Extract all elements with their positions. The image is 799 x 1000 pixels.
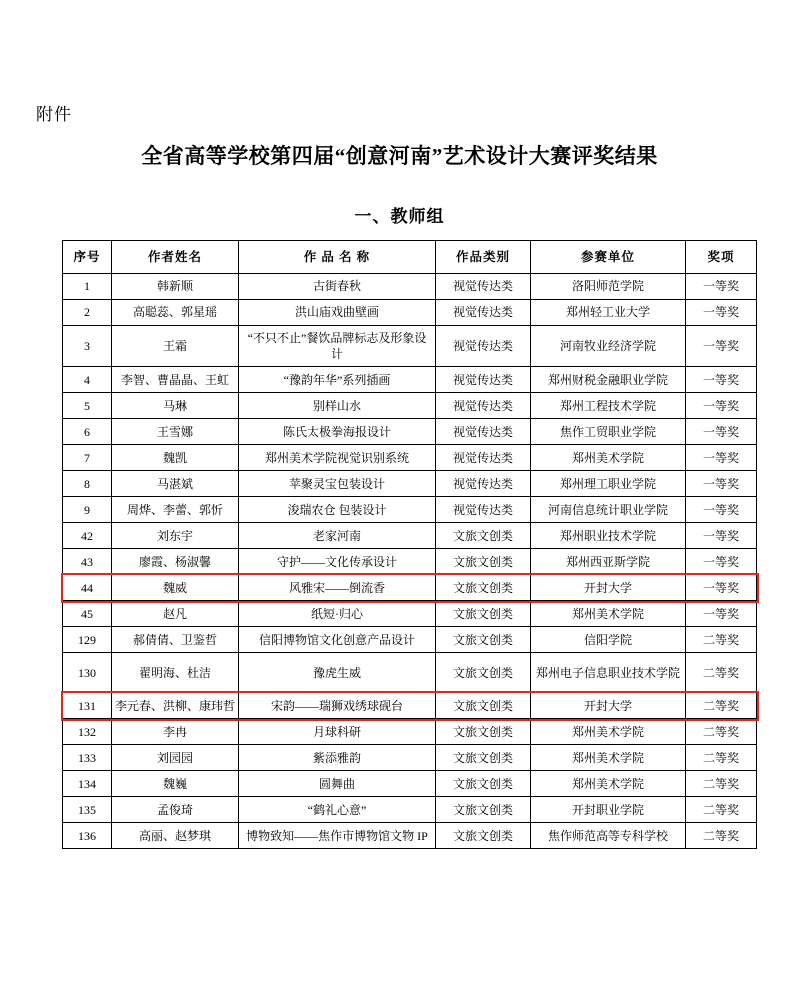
cell-award: 一等奖 xyxy=(686,497,757,523)
cell-award: 一等奖 xyxy=(686,274,757,300)
table-row xyxy=(63,601,757,627)
table-row xyxy=(63,274,757,300)
cell-no: 135 xyxy=(63,797,112,823)
cell-no: 131 xyxy=(63,693,112,719)
cell-category: 文旅文创类 xyxy=(436,745,531,771)
cell-award: 一等奖 xyxy=(686,419,757,445)
header-work: 作 品 名 称 xyxy=(239,241,436,274)
cell-unit: 郑州职业技术学院 xyxy=(531,523,686,549)
table-row xyxy=(63,627,757,653)
cell-unit: 郑州电子信息职业技术学院 xyxy=(531,653,686,693)
table-row xyxy=(63,326,757,367)
cell-no: 1 xyxy=(63,274,112,300)
cell-no: 42 xyxy=(63,523,112,549)
cell-no: 129 xyxy=(63,627,112,653)
cell-work: 纸短·归心 xyxy=(239,601,436,627)
cell-no: 136 xyxy=(63,823,112,849)
cell-award: 二等奖 xyxy=(686,797,757,823)
table-row xyxy=(63,300,757,326)
cell-unit: 洛阳师范学院 xyxy=(531,274,686,300)
cell-work: 守护——文化传承设计 xyxy=(239,549,436,575)
cell-award: 二等奖 xyxy=(686,719,757,745)
cell-award: 一等奖 xyxy=(686,393,757,419)
cell-work: 宋韵——瑞狮戏绣球砚台 xyxy=(239,693,436,719)
cell-no: 134 xyxy=(63,771,112,797)
table-row xyxy=(63,445,757,471)
table-row xyxy=(63,797,757,823)
cell-author: 赵凡 xyxy=(112,601,239,627)
cell-author: 李冉 xyxy=(112,719,239,745)
page-title: 全省高等学校第四届“创意河南”艺术设计大赛评奖结果 xyxy=(141,144,658,168)
cell-category: 文旅文创类 xyxy=(436,797,531,823)
cell-category: 文旅文创类 xyxy=(436,575,531,601)
cell-no: 130 xyxy=(63,653,112,693)
cell-award: 一等奖 xyxy=(686,601,757,627)
cell-unit: 开封大学 xyxy=(531,693,686,719)
table-row xyxy=(63,471,757,497)
cell-unit: 郑州美术学院 xyxy=(531,445,686,471)
cell-no: 3 xyxy=(63,326,112,367)
cell-author: 高聪蕊、郭星瑶 xyxy=(112,300,239,326)
cell-category: 文旅文创类 xyxy=(436,653,531,693)
cell-unit: 焦作师范高等专科学校 xyxy=(531,823,686,849)
header-unit: 参赛单位 xyxy=(531,241,686,274)
cell-unit: 郑州轻工业大学 xyxy=(531,300,686,326)
table-row xyxy=(63,719,757,745)
cell-no: 9 xyxy=(63,497,112,523)
cell-author: 魏威 xyxy=(112,575,239,601)
cell-work: 老家河南 xyxy=(239,523,436,549)
cell-award: 二等奖 xyxy=(686,771,757,797)
cell-award: 一等奖 xyxy=(686,575,757,601)
table-row-highlighted xyxy=(63,693,757,719)
cell-award: 二等奖 xyxy=(686,653,757,693)
cell-no: 132 xyxy=(63,719,112,745)
cell-author: 马琳 xyxy=(112,393,239,419)
cell-unit: 郑州美术学院 xyxy=(531,745,686,771)
cell-category: 视觉传达类 xyxy=(436,497,531,523)
cell-work: 苹聚灵宝包装设计 xyxy=(239,471,436,497)
table-row xyxy=(63,745,757,771)
cell-category: 视觉传达类 xyxy=(436,471,531,497)
cell-category: 文旅文创类 xyxy=(436,719,531,745)
cell-work: “不只不止”餐饮品牌标志及形象设计 xyxy=(239,326,436,367)
cell-category: 文旅文创类 xyxy=(436,627,531,653)
table-row xyxy=(63,497,757,523)
cell-unit: 郑州工程技术学院 xyxy=(531,393,686,419)
cell-category: 视觉传达类 xyxy=(436,419,531,445)
cell-category: 视觉传达类 xyxy=(436,445,531,471)
cell-author: 魏凯 xyxy=(112,445,239,471)
cell-unit: 郑州美术学院 xyxy=(531,771,686,797)
table-row xyxy=(63,367,757,393)
cell-category: 文旅文创类 xyxy=(436,823,531,849)
cell-author: 王霜 xyxy=(112,326,239,367)
cell-category: 视觉传达类 xyxy=(436,300,531,326)
cell-author: 魏巍 xyxy=(112,771,239,797)
cell-author: 刘园园 xyxy=(112,745,239,771)
cell-award: 二等奖 xyxy=(686,693,757,719)
cell-work: 别样山水 xyxy=(239,393,436,419)
cell-author: 孟俊琦 xyxy=(112,797,239,823)
cell-award: 一等奖 xyxy=(686,445,757,471)
cell-unit: 河南牧业经济学院 xyxy=(531,326,686,367)
table-header xyxy=(63,241,757,274)
cell-author: 马湛斌 xyxy=(112,471,239,497)
header-author: 作者姓名 xyxy=(112,241,239,274)
cell-work: 风雅宋——倒流香 xyxy=(239,575,436,601)
cell-unit: 郑州美术学院 xyxy=(531,719,686,745)
cell-no: 7 xyxy=(63,445,112,471)
table-row xyxy=(63,549,757,575)
cell-unit: 焦作工贸职业学院 xyxy=(531,419,686,445)
table-row xyxy=(63,523,757,549)
cell-award: 二等奖 xyxy=(686,823,757,849)
cell-work: 月球科研 xyxy=(239,719,436,745)
table-header-row xyxy=(63,241,757,274)
cell-no: 8 xyxy=(63,471,112,497)
cell-author: 翟明海、杜洁 xyxy=(112,653,239,693)
cell-category: 视觉传达类 xyxy=(436,326,531,367)
table-row xyxy=(63,771,757,797)
cell-work: 陈氏太极拳海报设计 xyxy=(239,419,436,445)
cell-award: 一等奖 xyxy=(686,300,757,326)
cell-author: 廖霞、杨淑馨 xyxy=(112,549,239,575)
cell-work: “豫韵年华”系列插画 xyxy=(239,367,436,393)
header-category: 作品类别 xyxy=(436,241,531,274)
cell-work: 圆舞曲 xyxy=(239,771,436,797)
cell-no: 5 xyxy=(63,393,112,419)
header-award: 奖项 xyxy=(686,241,757,274)
cell-no: 45 xyxy=(63,601,112,627)
cell-author: 刘东宇 xyxy=(112,523,239,549)
cell-category: 文旅文创类 xyxy=(436,771,531,797)
cell-author: 李元春、洪柳、康玮哲 xyxy=(112,693,239,719)
cell-unit: 信阳学院 xyxy=(531,627,686,653)
results-table-container xyxy=(62,240,738,849)
table-row-highlighted xyxy=(63,575,757,601)
table-row xyxy=(63,393,757,419)
cell-category: 视觉传达类 xyxy=(436,367,531,393)
cell-unit: 郑州西亚斯学院 xyxy=(531,549,686,575)
cell-author: 王雪娜 xyxy=(112,419,239,445)
cell-award: 一等奖 xyxy=(686,549,757,575)
cell-award: 一等奖 xyxy=(686,471,757,497)
cell-author: 韩新顺 xyxy=(112,274,239,300)
cell-category: 文旅文创类 xyxy=(436,523,531,549)
table-row xyxy=(63,419,757,445)
cell-award: 二等奖 xyxy=(686,745,757,771)
cell-no: 44 xyxy=(63,575,112,601)
table-row xyxy=(63,653,757,693)
cell-unit: 开封大学 xyxy=(531,575,686,601)
cell-award: 一等奖 xyxy=(686,523,757,549)
cell-author: 郝倩倩、卫鉴哲 xyxy=(112,627,239,653)
table-row xyxy=(63,823,757,849)
cell-no: 133 xyxy=(63,745,112,771)
table-body xyxy=(63,274,757,849)
cell-unit: 郑州理工职业学院 xyxy=(531,471,686,497)
cell-category: 文旅文创类 xyxy=(436,693,531,719)
cell-category: 视觉传达类 xyxy=(436,393,531,419)
cell-award: 一等奖 xyxy=(686,326,757,367)
cell-work: 古街春秋 xyxy=(239,274,436,300)
cell-work: 紫添雅韵 xyxy=(239,745,436,771)
cell-unit: 郑州财税金融职业学院 xyxy=(531,367,686,393)
cell-no: 43 xyxy=(63,549,112,575)
attachment-label: 附件 xyxy=(36,105,72,124)
cell-no: 6 xyxy=(63,419,112,445)
cell-work: 豫虎生威 xyxy=(239,653,436,693)
cell-work: “鹤礼心意” xyxy=(239,797,436,823)
cell-category: 文旅文创类 xyxy=(436,549,531,575)
cell-author: 高丽、赵梦琪 xyxy=(112,823,239,849)
cell-unit: 开封职业学院 xyxy=(531,797,686,823)
cell-unit: 河南信息统计职业学院 xyxy=(531,497,686,523)
cell-work: 浚瑞农仓 包装设计 xyxy=(239,497,436,523)
cell-work: 博物致知——焦作市博物馆文物 IP xyxy=(239,823,436,849)
cell-unit: 郑州美术学院 xyxy=(531,601,686,627)
section-title: 一、教师组 xyxy=(354,207,445,226)
cell-category: 视觉传达类 xyxy=(436,274,531,300)
cell-work: 郑州美术学院视觉识别系统 xyxy=(239,445,436,471)
header-no: 序号 xyxy=(63,241,112,274)
cell-no: 4 xyxy=(63,367,112,393)
cell-author: 李智、曹晶晶、王虹 xyxy=(112,367,239,393)
cell-work: 信阳博物馆文化创意产品设计 xyxy=(239,627,436,653)
results-table xyxy=(62,240,757,849)
cell-author: 周烨、李蕾、郭忻 xyxy=(112,497,239,523)
cell-award: 二等奖 xyxy=(686,627,757,653)
cell-award: 一等奖 xyxy=(686,367,757,393)
cell-work: 洪山庙戏曲壁画 xyxy=(239,300,436,326)
cell-no: 2 xyxy=(63,300,112,326)
cell-category: 文旅文创类 xyxy=(436,601,531,627)
